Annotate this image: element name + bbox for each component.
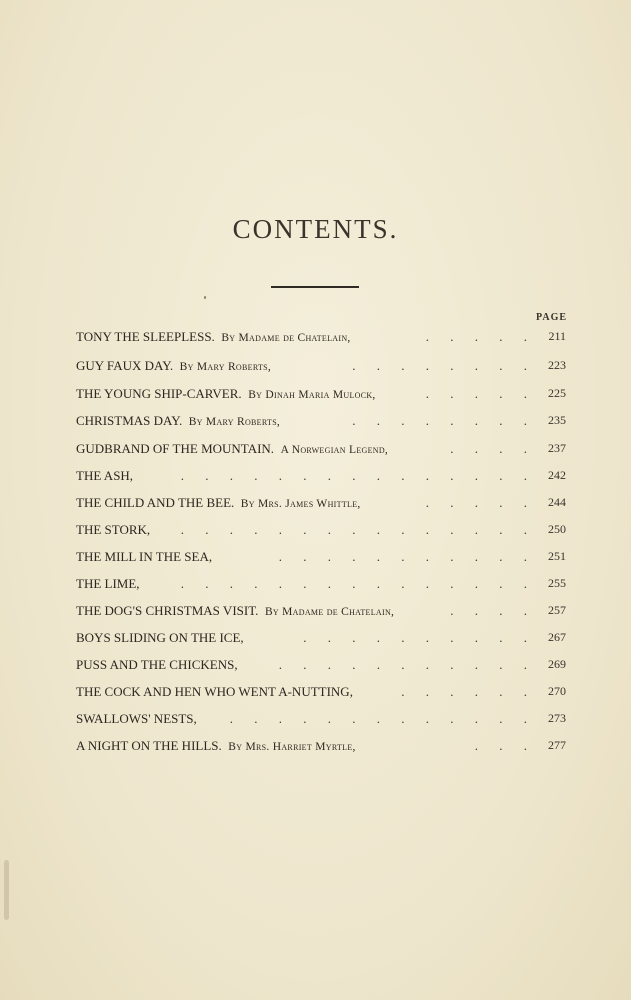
toc-leader-dots: . . . . . . . . . . (303, 630, 536, 645)
toc-entry-text (76, 630, 244, 646)
toc-entry-page: 235 (548, 413, 566, 427)
toc-entry-text (76, 386, 376, 402)
toc-entry-page: 257 (548, 603, 566, 617)
toc-leader-dots: . . . . . . . . . . . . . . . (180, 522, 536, 537)
toc-entry-author: By Mrs. Harriet Myrtle, (228, 741, 356, 753)
toc-leader-dots: . . . . . (425, 386, 536, 401)
page-title: CONTENTS. (232, 214, 399, 244)
toc-entry-title: GUDBRAND OF THE MOUNTAIN. (76, 441, 275, 456)
toc-entry-page: 237 (548, 441, 566, 455)
toc-leader-dots: . . . . . (425, 329, 536, 344)
toc-entry-title: THE YOUNG SHIP-CARVER. (76, 386, 242, 401)
toc-entry-author: By Madame de Chatelain, (264, 606, 395, 618)
toc-leader-dots: . . . . . . . . (352, 413, 536, 428)
toc-leader-dots: . . . . . . . . . . . . . . . (180, 468, 536, 483)
toc-entry-text (76, 603, 394, 619)
toc-entry-title: THE COCK AND HEN WHO WENT A-NUTTING, (76, 684, 353, 699)
toc-entry (76, 358, 566, 378)
toc-entry (76, 657, 566, 677)
toc-entry (76, 549, 566, 569)
toc-leader-dots: . . . . . . . . . . . (278, 657, 536, 672)
toc-entry-title: THE STORK, (76, 522, 151, 537)
toc-entry-page: 267 (548, 630, 566, 644)
toc-entry-text (76, 358, 271, 374)
toc-entry-text (76, 441, 388, 457)
toc-entry-page: 242 (548, 468, 566, 482)
toc-entry-title: THE LIME, (76, 576, 140, 591)
toc-entry-title: THE MILL IN THE SEA, (76, 549, 213, 564)
toc-leader-dots: . . . . . . . . (352, 358, 536, 373)
toc-leader-dots: . . . . (450, 603, 536, 618)
toc-entry-text (76, 657, 238, 673)
toc-entry-text (76, 576, 140, 592)
toc-entry-title: PUSS AND THE CHICKENS, (76, 657, 238, 672)
toc-entry-text (76, 711, 197, 727)
toc-entry (76, 738, 566, 758)
toc-entry-title: A NIGHT ON THE HILLS. (76, 738, 222, 753)
toc-entry (76, 441, 566, 461)
toc-entry-text (76, 413, 280, 429)
toc-entry (76, 495, 566, 515)
toc-entry-text (76, 468, 133, 484)
toc-entry-text (76, 738, 356, 754)
toc-entry-page: 250 (548, 522, 566, 536)
toc-leader-dots: . . . . (450, 441, 536, 456)
toc-entry-page: 251 (548, 549, 566, 563)
toc-entry-text (76, 549, 212, 565)
toc-entry-author: By Mary Roberts, (188, 416, 281, 428)
toc-entry-title: BOYS SLIDING ON THE ICE, (76, 630, 244, 645)
toc-leader-dots: . . . . . (425, 495, 536, 510)
toc-entry (76, 386, 566, 406)
toc-entry-title: THE CHILD AND THE BEE. (76, 495, 235, 510)
toc-entry-text (76, 329, 351, 345)
toc-entry-page: 277 (548, 738, 566, 752)
toc-leader-dots: . . . . . . . . . . . (278, 549, 536, 564)
toc-entry-title: SWALLOWS' NESTS, (76, 711, 197, 726)
toc-entry (76, 413, 566, 433)
toc-entry-text (76, 495, 361, 511)
toc-entry (76, 630, 566, 650)
toc-entry-title: THE DOG'S CHRISTMAS VISIT. (76, 603, 259, 618)
toc-entry (76, 711, 566, 731)
toc-entry-title: TONY THE SLEEPLESS. (76, 329, 215, 344)
toc-entry-author: By Mrs. James Whittle, (240, 498, 361, 510)
toc-entry (76, 468, 566, 488)
toc-entry-text (76, 522, 150, 538)
toc-entry-author: By Dinah Maria Mulock, (248, 389, 376, 401)
toc-leader-dots: . . . . . . . . . . . . . (229, 711, 536, 726)
toc-entry (76, 684, 566, 704)
page-column-header: PAGE (536, 312, 568, 323)
paper-stain (4, 860, 9, 920)
toc-entry-author: By Mary Roberts, (179, 361, 272, 373)
toc-entry-title: CHRISTMAS DAY. (76, 413, 183, 428)
toc-entry-page: 211 (548, 329, 566, 343)
title-rule (271, 286, 359, 288)
toc-entry-author: A Norwegian Legend, (280, 444, 389, 456)
toc-leader-dots: . . . (474, 738, 536, 753)
toc-entry-author: By Madame de Chatelain, (221, 332, 351, 344)
toc-entry (76, 522, 566, 542)
toc-entry-text (76, 684, 353, 700)
toc-entry-page: 269 (548, 657, 566, 671)
toc-entry-title: THE ASH, (76, 468, 134, 483)
toc-entry-page: 270 (548, 684, 566, 698)
toc-entry-page: 244 (548, 495, 566, 509)
toc-entry-title: GUY FAUX DAY. (76, 358, 174, 373)
toc-entry-page: 273 (548, 711, 566, 725)
toc-entry (76, 576, 566, 596)
toc-leader-dots: . . . . . . (401, 684, 536, 699)
toc-leader-dots: . . . . . . . . . . . . . . . (180, 576, 536, 591)
toc-entry (76, 603, 566, 623)
toc-entry-page: 225 (548, 386, 566, 400)
toc-entry-page: 255 (548, 576, 566, 590)
paper-speck (204, 296, 206, 299)
toc-entry-page: 223 (548, 358, 566, 372)
toc-entry (76, 329, 566, 349)
